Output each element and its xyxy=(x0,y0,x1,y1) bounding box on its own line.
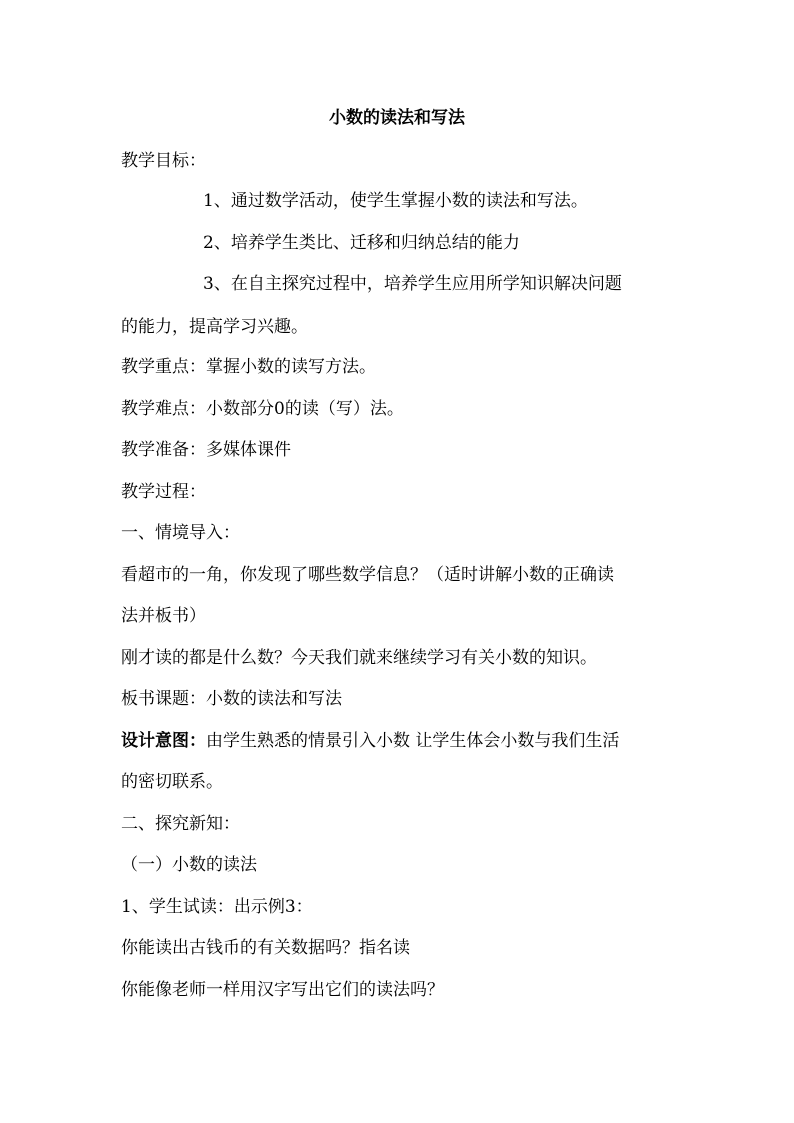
question-1: 你能读出古钱币的有关数据吗？指名读 xyxy=(121,938,410,958)
objectives-heading: 教学目标： xyxy=(121,151,206,171)
design-intent-label: 设计意图： xyxy=(121,731,206,751)
objective-3-line-1: 3、在自主探究过程中，培养学生应用所学知识解决问题 xyxy=(203,274,622,294)
difficulty: 教学难点：小数部分0的读（写）法。 xyxy=(121,399,404,419)
step-1: 1、学生试读：出示例3： xyxy=(121,897,313,917)
intro-line-2: 法并板书） xyxy=(121,606,206,626)
objective-2: 2、培养学生类比、迁移和归纳总结的能力 xyxy=(203,233,520,253)
section-2-heading: 二、探究新知： xyxy=(121,814,240,834)
board-title: 板书课题：小数的读法和写法 xyxy=(121,689,342,709)
objective-3-line-2: 的能力，提高学习兴趣。 xyxy=(121,317,308,337)
key-point: 教学重点：掌握小数的读写方法。 xyxy=(121,357,376,377)
design-intent xyxy=(121,730,619,752)
objective-1: 1、通过数学活动，使学生掌握小数的读法和写法。 xyxy=(203,191,588,211)
section-1-heading: 一、情境导入： xyxy=(121,523,240,543)
intro-line-1: 看超市的一角，你发现了哪些数学信息？（适时讲解小数的正确读 xyxy=(121,565,614,585)
intro-line-3: 刚才读的都是什么数？今天我们就来继续学习有关小数的知识。 xyxy=(121,648,597,668)
document-title: 小数的读法和写法 xyxy=(329,108,465,128)
design-intent-line-2: 的密切联系。 xyxy=(121,772,223,792)
process-heading: 教学过程： xyxy=(121,482,206,502)
question-2: 你能像老师一样用汉字写出它们的读法吗？ xyxy=(121,980,444,1000)
subsection-1-heading: （一）小数的读法 xyxy=(121,855,257,875)
design-intent-text: 由学生熟悉的情景引入小数 让学生体会小数与我们生活 xyxy=(206,731,620,751)
preparation: 教学准备：多媒体课件 xyxy=(121,440,291,460)
